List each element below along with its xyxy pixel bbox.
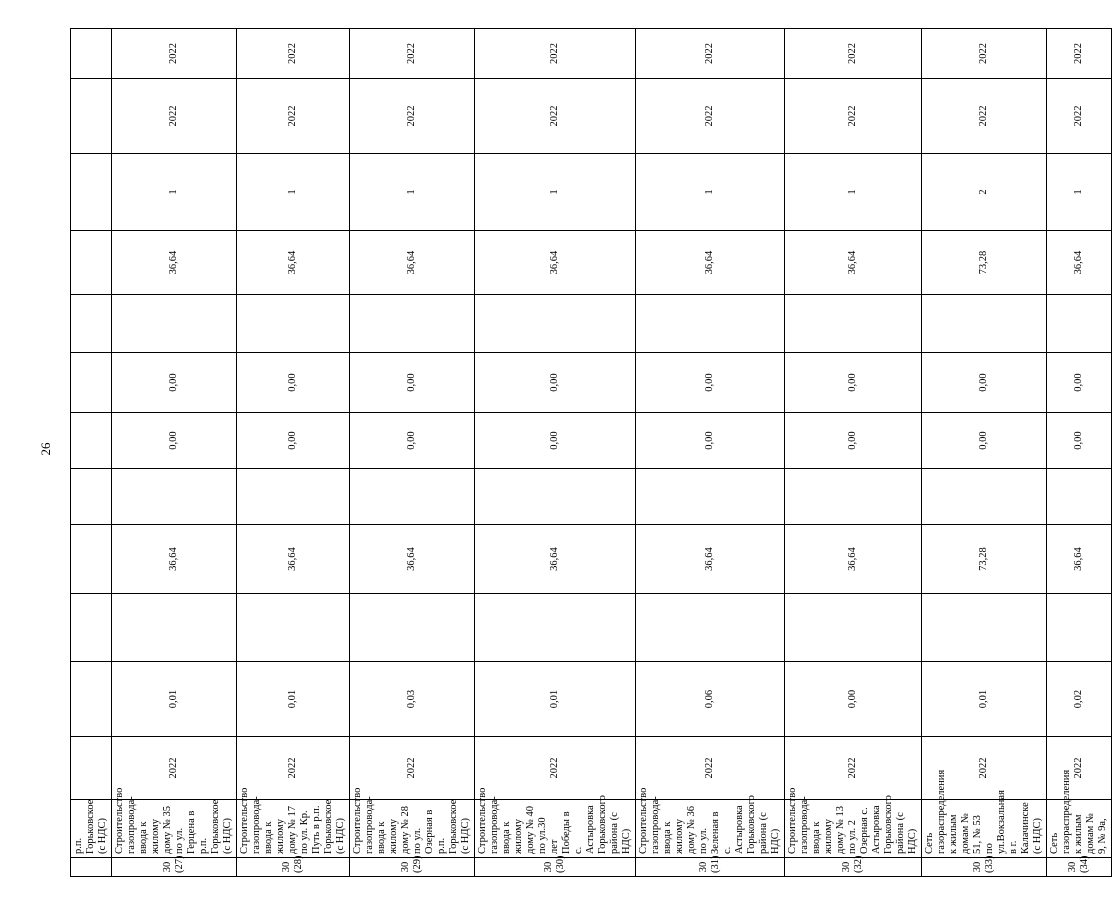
blank-cell bbox=[112, 295, 237, 353]
blank-cell bbox=[922, 295, 1047, 353]
row-number: 30 (33) bbox=[922, 858, 1047, 877]
end-year-cell: 2022 bbox=[350, 29, 475, 79]
value-cell: 0,01 bbox=[475, 662, 636, 737]
end-year-cell: 2022 bbox=[112, 29, 237, 79]
table-row-continuation bbox=[71, 29, 112, 877]
blank-cell bbox=[71, 469, 112, 525]
blank-cell bbox=[922, 469, 1047, 525]
value-cell: 36,64 bbox=[785, 525, 922, 594]
blank-cell bbox=[237, 295, 350, 353]
investment-table bbox=[70, 28, 1112, 877]
value-cell: 36,64 bbox=[237, 231, 350, 295]
table-row bbox=[475, 29, 636, 877]
year-cell: 2022 bbox=[350, 737, 475, 800]
value-cell: 73,28 bbox=[922, 231, 1047, 295]
value-cell: 0,06 bbox=[636, 662, 785, 737]
blank-cell bbox=[475, 295, 636, 353]
value-cell: 0,00 bbox=[350, 353, 475, 413]
year-cell: 2022 bbox=[475, 737, 636, 800]
row-number: 30 (34) bbox=[1047, 858, 1112, 877]
object-name: Строительство газопровода-ввода к жилому дому № 28 по ул. Озерная в р.п. Горьковское (с НДС) bbox=[350, 800, 475, 858]
start-year-cell: 2022 bbox=[1047, 79, 1112, 154]
object-name: Строительство газопровода-ввода к жилому дому № 13 по ул. 2 Озерная с. Астыровка Горьковского района (с НДС) bbox=[785, 800, 922, 858]
start-year-cell: 2022 bbox=[350, 79, 475, 154]
blank-cell bbox=[71, 353, 112, 413]
blank-cell bbox=[237, 469, 350, 525]
table-row bbox=[636, 29, 785, 877]
value-cell: 36,64 bbox=[475, 525, 636, 594]
blank-cell bbox=[112, 469, 237, 525]
blank-num-cell bbox=[71, 858, 112, 877]
value-cell: 36,64 bbox=[636, 231, 785, 295]
year-cell: 2022 bbox=[237, 737, 350, 800]
value-cell: 36,64 bbox=[350, 525, 475, 594]
page-number: 26 bbox=[38, 442, 53, 456]
start-year-cell: 2022 bbox=[636, 79, 785, 154]
blank-cell bbox=[71, 737, 112, 800]
value-cell: 0,00 bbox=[785, 413, 922, 469]
table-row bbox=[922, 29, 1047, 877]
value-cell: 0,00 bbox=[350, 413, 475, 469]
value-cell: 36,64 bbox=[237, 525, 350, 594]
value-cell: 36,64 bbox=[1047, 231, 1112, 295]
start-year-cell: 2022 bbox=[237, 79, 350, 154]
table-row bbox=[1047, 29, 1112, 877]
count-cell: 2 bbox=[922, 154, 1047, 231]
blank-cell bbox=[71, 662, 112, 737]
object-name: Сеть газораспределения к жилым домам № 51, № 53 по ул.Вокзальная в г. Калачинске (с НДС) bbox=[922, 800, 1047, 858]
blank-cell bbox=[71, 413, 112, 469]
object-name: Строительство газопровода-ввода к жилому дому № 17 по ул. Кр. Путь в р.п. Горьковское (с НДС) bbox=[237, 800, 350, 858]
value-cell: 36,64 bbox=[350, 231, 475, 295]
value-cell: 73,28 bbox=[922, 525, 1047, 594]
count-cell: 1 bbox=[636, 154, 785, 231]
year-cell: 2022 bbox=[785, 737, 922, 800]
value-cell: 0,00 bbox=[636, 353, 785, 413]
value-cell: 0,00 bbox=[922, 413, 1047, 469]
blank-cell bbox=[1047, 295, 1112, 353]
row-number: 30 (31) bbox=[636, 858, 785, 877]
row-number: 30 (28) bbox=[237, 858, 350, 877]
value-cell: 36,64 bbox=[475, 231, 636, 295]
blank-cell bbox=[350, 295, 475, 353]
blank-cell bbox=[785, 295, 922, 353]
blank-cell bbox=[71, 29, 112, 79]
value-cell: 0,00 bbox=[237, 413, 350, 469]
value-cell: 0,00 bbox=[112, 353, 237, 413]
table-row bbox=[350, 29, 475, 877]
blank-cell bbox=[1047, 469, 1112, 525]
blank-cell bbox=[475, 469, 636, 525]
blank-cell bbox=[71, 79, 112, 154]
year-cell: 2022 bbox=[1047, 737, 1112, 800]
blank-cell bbox=[785, 594, 922, 662]
object-name: Строительство газопровода-ввода к жилому дому № 36 по ул. Зеленая в с. Астыровка Горьковского района (с НДС) bbox=[636, 800, 785, 858]
value-cell: 0,00 bbox=[1047, 353, 1112, 413]
value-cell: 36,64 bbox=[636, 525, 785, 594]
value-cell: 0,00 bbox=[475, 353, 636, 413]
table-row bbox=[112, 29, 237, 877]
value-cell: 0,00 bbox=[636, 413, 785, 469]
blank-cell bbox=[636, 295, 785, 353]
table-row bbox=[237, 29, 350, 877]
blank-cell bbox=[71, 525, 112, 594]
blank-cell bbox=[1047, 594, 1112, 662]
value-cell: 36,64 bbox=[112, 525, 237, 594]
name-cell: р.п. Горьковское (с НДС) bbox=[71, 800, 112, 858]
year-cell: 2022 bbox=[636, 737, 785, 800]
start-year-cell: 2022 bbox=[475, 79, 636, 154]
count-cell: 1 bbox=[785, 154, 922, 231]
value-cell: 36,64 bbox=[112, 231, 237, 295]
value-cell: 0,00 bbox=[785, 662, 922, 737]
blank-cell bbox=[350, 469, 475, 525]
blank-cell bbox=[71, 231, 112, 295]
object-name: Строительство газопровода-ввода к жилому дому № 35 по ул. Герцена в р.п. Горьковское (с НДС) bbox=[112, 800, 237, 858]
end-year-cell: 2022 bbox=[636, 29, 785, 79]
count-cell: 1 bbox=[112, 154, 237, 231]
year-cell: 2022 bbox=[112, 737, 237, 800]
blank-cell bbox=[71, 154, 112, 231]
count-cell: 1 bbox=[1047, 154, 1112, 231]
table-row bbox=[785, 29, 922, 877]
row-number: 30 (29) bbox=[350, 858, 475, 877]
end-year-cell: 2022 bbox=[785, 29, 922, 79]
row-number: 30 (30) bbox=[475, 858, 636, 877]
value-cell: 0,00 bbox=[922, 353, 1047, 413]
blank-cell bbox=[71, 594, 112, 662]
value-cell: 0,01 bbox=[237, 662, 350, 737]
blank-cell bbox=[112, 594, 237, 662]
end-year-cell: 2022 bbox=[237, 29, 350, 79]
count-cell: 1 bbox=[350, 154, 475, 231]
blank-cell bbox=[237, 594, 350, 662]
start-year-cell: 2022 bbox=[112, 79, 237, 154]
value-cell: 0,01 bbox=[922, 662, 1047, 737]
value-cell: 0,00 bbox=[1047, 413, 1112, 469]
count-cell: 1 bbox=[475, 154, 636, 231]
value-cell: 0,00 bbox=[237, 353, 350, 413]
row-number: 30 (32) bbox=[785, 858, 922, 877]
count-cell: 1 bbox=[237, 154, 350, 231]
blank-cell bbox=[636, 594, 785, 662]
year-cell: 2022 bbox=[922, 737, 1047, 800]
row-number: 30 (27) bbox=[112, 858, 237, 877]
value-cell: 36,64 bbox=[1047, 525, 1112, 594]
value-cell: 36,64 bbox=[785, 231, 922, 295]
value-cell: 0,03 bbox=[350, 662, 475, 737]
object-name: Сеть газораспределения к жилым домам № 9, № 9а, bbox=[1047, 800, 1112, 858]
blank-cell bbox=[350, 594, 475, 662]
end-year-cell: 2022 bbox=[475, 29, 636, 79]
blank-cell bbox=[475, 594, 636, 662]
end-year-cell: 2022 bbox=[1047, 29, 1112, 79]
value-cell: 0,00 bbox=[785, 353, 922, 413]
start-year-cell: 2022 bbox=[922, 79, 1047, 154]
blank-cell bbox=[922, 594, 1047, 662]
value-cell: 0,00 bbox=[112, 413, 237, 469]
value-cell: 0,02 bbox=[1047, 662, 1112, 737]
object-name: Строительство газопровода-ввода к жилому дому № 40 по ул.30 лет Победы в с. Астыровка Горьковского района (с НДС) bbox=[475, 800, 636, 858]
rotated-table-wrapper bbox=[70, 29, 1108, 877]
blank-cell bbox=[636, 469, 785, 525]
blank-cell bbox=[785, 469, 922, 525]
end-year-cell: 2022 bbox=[922, 29, 1047, 79]
start-year-cell: 2022 bbox=[785, 79, 922, 154]
blank-cell bbox=[71, 295, 112, 353]
value-cell: 0,00 bbox=[475, 413, 636, 469]
value-cell: 0,01 bbox=[112, 662, 237, 737]
